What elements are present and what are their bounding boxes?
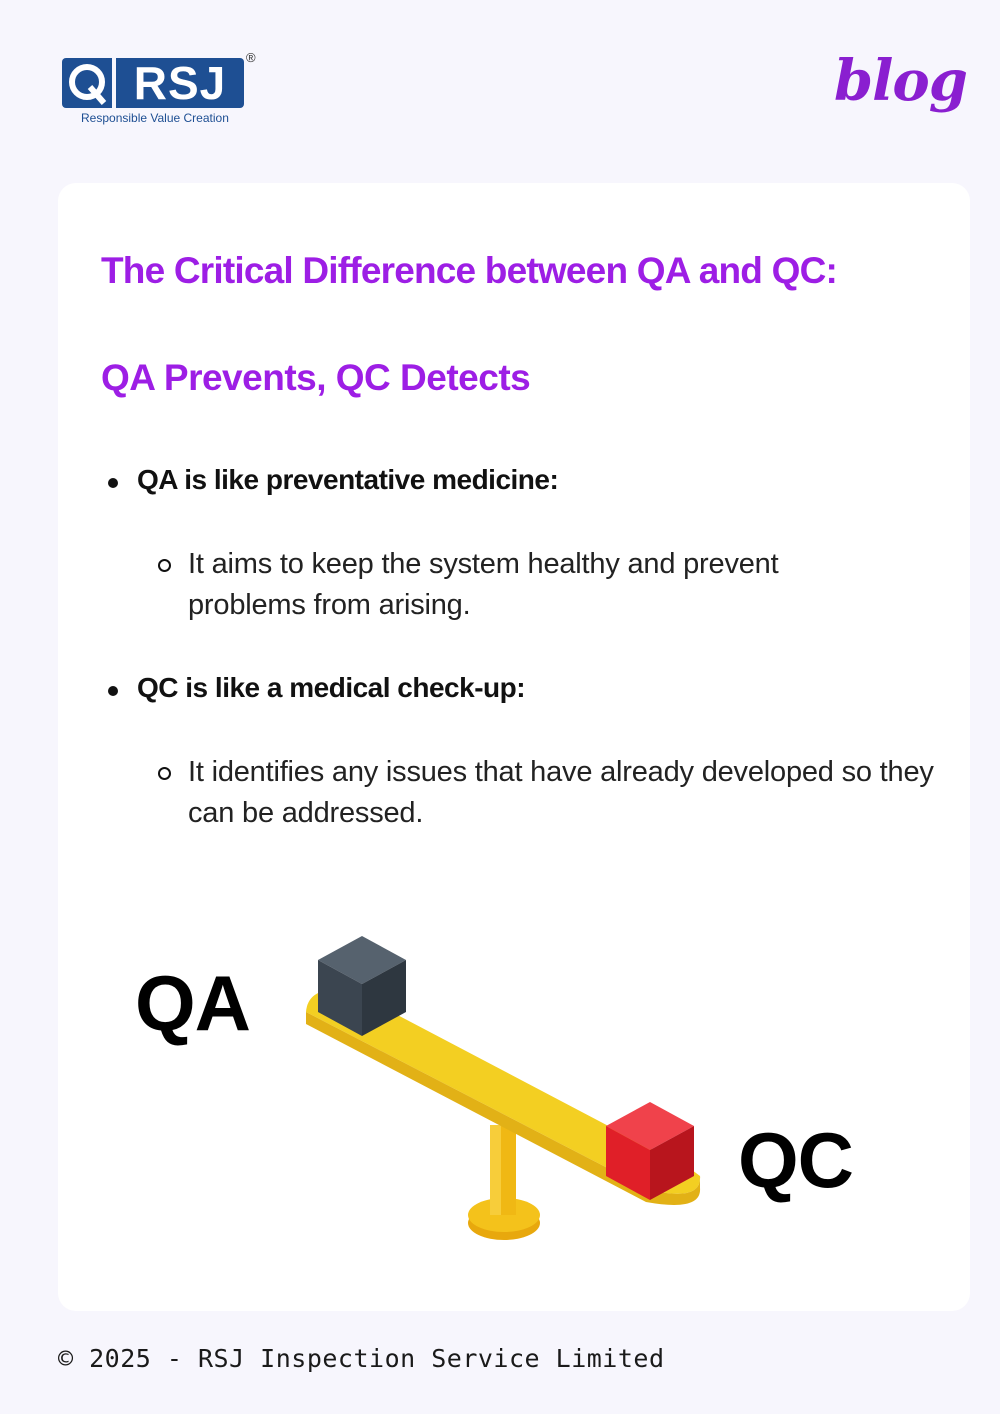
point-detail-qc: It identifies any issues that have already developed so they can be addressed. [188,756,934,829]
sub-bullet-ring [158,559,171,572]
logo-wordmark-box [116,58,244,108]
company-logo [62,52,262,128]
bullet-dot [108,686,118,696]
point-detail-qa: It aims to keep the system healthy and prevent problems from arising. [188,548,779,621]
seesaw-illustration [290,930,720,1250]
qc-label: QC [738,1116,853,1204]
registered-mark: ® [246,50,256,65]
point-heading-qc: QC is like a medical check-up: [137,672,526,703]
article-title: The Critical Difference between QA and QC: [101,250,838,291]
blog-label: blog [834,48,967,114]
logo-wordmark: RSJ [133,57,227,109]
logo-q-mark [62,58,112,108]
seesaw-base [468,1125,540,1240]
point-heading-qa: QA is like preventative medicine: [137,464,559,495]
logo-tagline: Responsible Value Creation [81,111,229,125]
copyright-footer: © 2025 - RSJ Inspection Service Limited [58,1344,665,1373]
article-subtitle: QA Prevents, QC Detects [101,357,531,398]
sub-bullet-ring [158,767,171,780]
qa-label: QA [135,959,250,1047]
bullet-dot [108,478,118,488]
